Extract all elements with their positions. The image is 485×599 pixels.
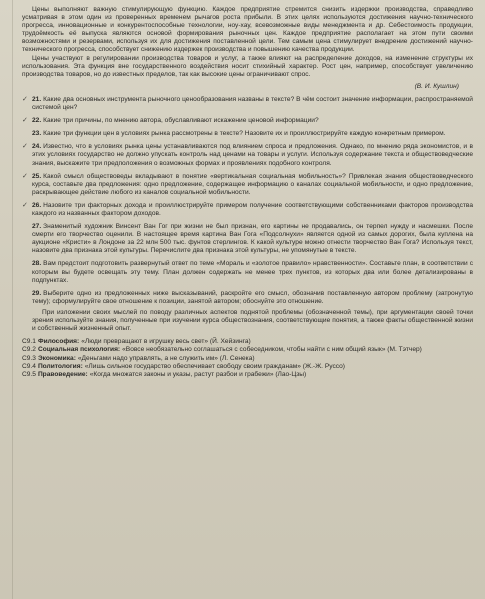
topic-quote: «Люди превращают в игрушку весь свет» (Й. Хейзинга) bbox=[81, 338, 251, 346]
check-mark-icon: ✓ bbox=[22, 172, 28, 180]
question-text: Знаменитый художник Винсент Ван Гог при жизни не был признан, его картины не продавались, он терпел нужду и насмешки. После смерти его творчество оценили. В настоящее время картина Ван Гога «Подсолнухи» является одной из самых дорогих, была куплена на аукционе «Кристи» в Лондоне за 22 млн 500 тыс. фунтов стерлингов. К какой культуре можно отнести творчество Ван Гога? Используя текст, назовите два признака этой культуры. Перечислите два признака этой культуры, не упомянутые в тексте. bbox=[32, 223, 473, 255]
question-text: Выберите одно из предложенных ниже высказываний, раскройте его смысл, обозначив поставленную автором проблему (затронутую тему); сформулируйте свое отношение к позиции, занятой автором; обоснуйте это отношение. bbox=[32, 289, 473, 305]
question-text: Назовите три факторных дохода и проиллюстрируйте примером получение соответствующими собственниками факторов производства каждого из названных фактором доходов. bbox=[32, 201, 473, 217]
topic-c9-3 bbox=[22, 355, 473, 363]
question-21 bbox=[22, 96, 473, 112]
question-text: Какие два основных инструмента рыночного ценообразования названы в тексте? В чём состоит значение информации, распространяемой системой цен? bbox=[32, 95, 473, 112]
topic-quote: «Лишь сильное государство обеспечивает свободу своим гражданам» (Ж.-Ж. Руссо) bbox=[84, 362, 345, 370]
topic-code: С9.1 bbox=[22, 338, 36, 346]
question-number: 22. bbox=[32, 117, 42, 125]
topic-quote: «Вовсе необязательно соглашаться с собеседником, чтобы найти с ним общий язык» (М. Тэтчер) bbox=[122, 346, 422, 354]
question-number: 23. bbox=[32, 130, 42, 138]
question-28 bbox=[22, 260, 473, 284]
check-mark-icon bbox=[22, 260, 32, 284]
question-23 bbox=[22, 130, 473, 138]
question-list bbox=[22, 96, 473, 333]
question-number: 27. bbox=[32, 223, 42, 231]
question-number: 28. bbox=[32, 260, 42, 268]
topic-c9-5 bbox=[22, 371, 473, 379]
question-number: 25. bbox=[32, 172, 42, 180]
question-24 bbox=[22, 143, 473, 167]
question-text: Какие три причины, по мнению автора, обуславливают искажение ценовой информации? bbox=[43, 117, 319, 125]
question-text: Известно, что в условиях рынка цены устанавливаются под влиянием спроса и предложения. Однако, по мнению ряда экономистов, и в этих условиях государство не должно упускать контроль над ценами на товары и услуги. Используя содержание текста и обществоведческие знания, выскажите три предположения о возможных формах и проявлениях подобного контроля. bbox=[32, 143, 473, 167]
topic-c9-2 bbox=[22, 346, 473, 354]
check-mark-icon: ✓ bbox=[22, 143, 28, 151]
check-mark-icon: ✓ bbox=[22, 201, 28, 209]
check-mark-icon: ✓ bbox=[22, 95, 28, 103]
question-27 bbox=[22, 223, 473, 255]
question-26 bbox=[22, 202, 473, 218]
check-mark-icon bbox=[22, 223, 32, 255]
question-25 bbox=[22, 173, 473, 197]
question-number: 29. bbox=[32, 289, 42, 297]
source-author: (В. И. Кушлин) bbox=[414, 82, 459, 90]
question-text: Какой смысл обществоведы вкладывают в понятие «вертикальная социальная мобильность»? Привлекая знания обществоведческого курса, составьте два предложения: одно предложение, содержащее информацию о каналах социальной мобильности, и одно предложение, раскрывающее действие любого из каналов социальной мобильности. bbox=[32, 172, 473, 196]
page-margin-line bbox=[12, 0, 13, 599]
topic-code: С9.3 bbox=[22, 354, 36, 362]
check-mark-icon bbox=[22, 290, 32, 306]
question-text: Вам предстоит подготовить развернутый ответ по теме «Мораль и «золотое правило» нравственности». Составьте план, в соответствии с которым вы будете освещать эту тему. План должен содержать не менее трех пунктов, из которых два или более детализированы в подпунктах. bbox=[32, 260, 473, 284]
topic-label: Социальная психология: bbox=[37, 346, 121, 354]
question-22 bbox=[22, 117, 473, 125]
topic-code: С9.2 bbox=[22, 346, 36, 354]
question-29 bbox=[22, 290, 473, 306]
topic-quote: «Деньгами надо управлять, а не служить им» (Л. Сенека) bbox=[77, 354, 255, 362]
topic-c9-4 bbox=[22, 363, 473, 371]
question-29-instructions: При изложении своих мыслей по поводу различных аспектов поднятой проблемы (обозначенной темы), при аргументации своей точки зрения используйте знания, полученные при изучении курса обществознания, соответствующие понятия, а также факты общественной жизни и собственный жизненный опыт. bbox=[32, 308, 473, 333]
intro-paragraph-1: Цены выполняют важную стимулирующую функцию. Каждое предприятие стремится снизить издержки производства, справедливо усматривая в этом один из проверенных временем рычагов роста прибыли. В этих целях используются достижения научно-технического прогресса, инновационные и конкурентоспособные технологии, ноу-хау, всевозможные виды менеджмента и др. Себестоимость продукции, трудоёмкость её выпуска являются основой формирования рыночных цен. Каждое предприятие располагает на этом пути своими возможностями и резервами, используя их для достижения поставленной цели. Тем самым цена стимулирует внедрение достижений научно-технического прогресса, способствует снижению издержек производства и повышению качества продукции. bbox=[22, 6, 473, 54]
intro-paragraph-2: Цены участвуют в регулировании производства товаров и услуг, а также влияют на распределение доходов, на изменение структуры их использования. Эта функция вне государственного воздействия носит стихийный характер. Рост цен, например, способствует увеличению производства товаров, но до известных пределов, так как высокие цены ограничивают спрос. bbox=[22, 54, 473, 78]
topic-label: Политология: bbox=[37, 362, 83, 370]
topic-label: Экономика: bbox=[37, 354, 76, 362]
question-text: Какие три функции цен в условиях рынка рассмотрены в тексте? Назовите их и проиллюстрируйте каждую конкретным примером. bbox=[43, 130, 446, 138]
topic-label: Правоведение: bbox=[37, 371, 88, 378]
topic-code: С9.5 bbox=[22, 371, 36, 378]
check-mark-icon bbox=[22, 130, 32, 138]
topic-code: С9.4 bbox=[22, 362, 36, 370]
question-number: 26. bbox=[32, 201, 42, 209]
essay-topic-list bbox=[22, 338, 473, 379]
question-number: 24. bbox=[32, 143, 42, 151]
check-mark-icon: ✓ bbox=[22, 117, 28, 125]
topic-label: Философия: bbox=[37, 338, 80, 346]
question-number: 21. bbox=[32, 95, 42, 103]
topic-quote: «Когда множатся законы и указы, растут разбои и грабежи» (Лао-Цзы) bbox=[89, 371, 307, 378]
